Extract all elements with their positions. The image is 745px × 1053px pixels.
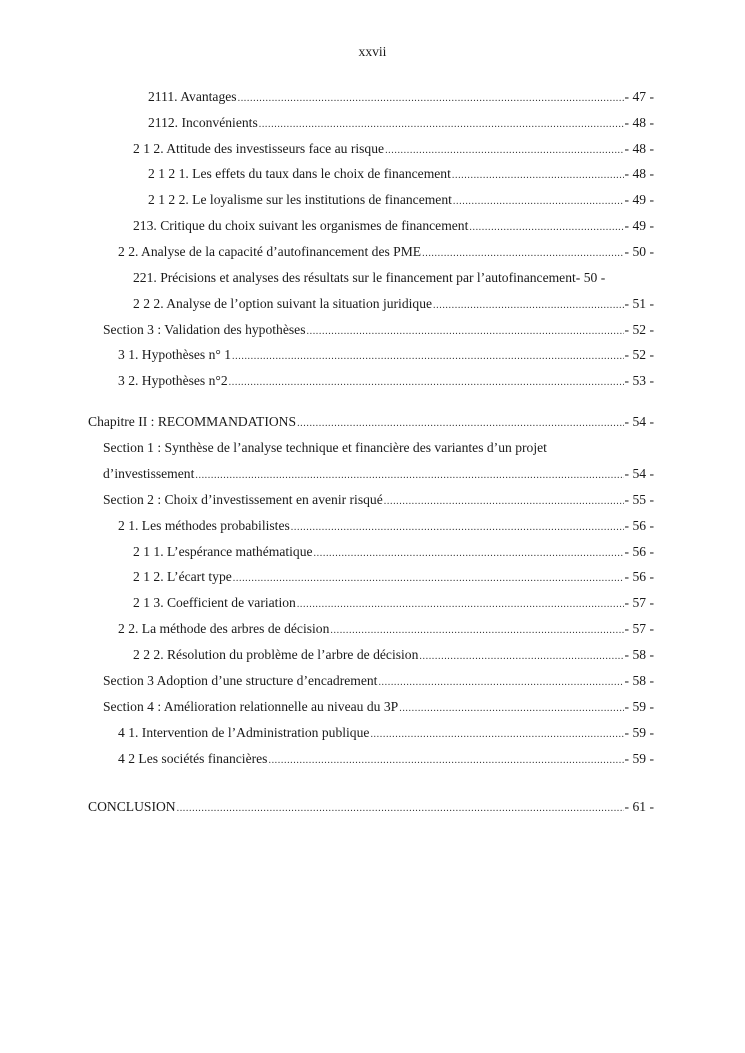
- toc-entry-page: - 54 -: [624, 414, 654, 429]
- toc-entry-page: - 50 -: [575, 270, 606, 285]
- toc-entry-label: 2 1 2 2. Le loyalisme sur les institutions de financement: [148, 192, 452, 207]
- toc-entry[interactable]: [118, 517, 654, 535]
- toc-entry-label: Section 2 : Choix d’investissement en avenir risqué: [103, 492, 383, 507]
- toc-entry-page: - 58 -: [624, 647, 654, 662]
- toc-entry-page: - 48 -: [624, 141, 654, 156]
- toc-entry[interactable]: [133, 217, 654, 235]
- toc-entry-label: 3 1. Hypothèses n° 1: [118, 347, 232, 362]
- toc-entry-page: - 47 -: [624, 89, 654, 104]
- toc-entry-page: - 54 -: [624, 466, 654, 481]
- dot-leader: [384, 493, 624, 511]
- toc-entry-page: - 56 -: [624, 518, 654, 533]
- toc-entry[interactable]: [118, 724, 654, 742]
- toc-entry[interactable]: [133, 543, 654, 561]
- toc-entry[interactable]: [133, 140, 654, 158]
- toc-entry-page: - 56 -: [624, 544, 654, 559]
- toc-entry-label: 2 1 3. Coefficient de variation: [133, 595, 296, 610]
- toc-entry[interactable]: [103, 321, 654, 339]
- toc-entry-page: - 51 -: [624, 296, 654, 311]
- toc-entry-page: - 59 -: [624, 751, 654, 766]
- dot-leader: [307, 323, 624, 341]
- toc-entry-page: - 55 -: [624, 492, 654, 507]
- toc-entry[interactable]: [148, 114, 654, 132]
- toc-entry-page: - 59 -: [624, 725, 654, 740]
- toc-entry[interactable]: [133, 594, 654, 612]
- toc-entry-page: - 49 -: [624, 192, 654, 207]
- toc-entry-label: 2 1 2 1. Les effets du taux dans le choix de financement: [148, 166, 451, 181]
- dot-leader: [433, 297, 624, 315]
- dot-leader: [452, 167, 624, 185]
- dot-leader: [419, 648, 623, 666]
- dot-leader: [469, 219, 623, 237]
- toc-entry[interactable]: [118, 750, 654, 768]
- dot-leader: [195, 467, 623, 485]
- toc-entry-page: - 56 -: [624, 569, 654, 584]
- toc-entry-label: Section 3 : Validation des hypothèses: [103, 322, 306, 337]
- toc-entry-page: - 61 -: [624, 799, 654, 814]
- toc-entry-label: Section 4 : Amélioration relationnelle au niveau du 3P: [103, 699, 399, 714]
- toc-entry[interactable]: [118, 620, 654, 638]
- toc-entry-label: 2 2 2. Résolution du problème de l’arbre de décision: [133, 647, 419, 662]
- toc-entry[interactable]: [133, 568, 654, 586]
- toc-entry[interactable]: [133, 269, 654, 287]
- toc-entry-page: - 48 -: [624, 115, 654, 130]
- toc-entry-label: 2 2. Analyse de la capacité d’autofinancement des PME: [118, 244, 422, 259]
- toc-entry-label: 3 2. Hypothèses n°2: [118, 373, 228, 388]
- dot-leader: [422, 245, 623, 263]
- dot-leader: [259, 116, 624, 134]
- dot-leader: [297, 415, 623, 433]
- dot-leader: [314, 545, 624, 563]
- toc-entry-label: 2112. Inconvénients: [148, 115, 258, 130]
- toc-entry-page: - 58 -: [624, 673, 654, 688]
- toc-entry-page: - 49 -: [624, 218, 654, 233]
- toc-entry[interactable]: [148, 165, 654, 183]
- toc-entry-label: 2 2 2. Analyse de l’option suivant la situation juridique: [133, 296, 433, 311]
- toc-entry[interactable]: [133, 646, 654, 664]
- page-number: xxvii: [358, 44, 387, 59]
- toc-entry-label: 2 1 1. L’espérance mathématique: [133, 544, 313, 559]
- toc-entry-label: d’investissement: [103, 466, 195, 481]
- toc-entry-chapter[interactable]: [88, 413, 654, 431]
- toc-entry-page: - 50 -: [624, 244, 654, 259]
- toc-entry-label: 4 2 Les sociétés financières: [118, 751, 268, 766]
- dot-leader: [229, 374, 624, 392]
- dot-leader: [238, 90, 624, 108]
- toc-entry-chapter[interactable]: [88, 798, 654, 816]
- dot-leader: [330, 622, 623, 640]
- dot-leader: [370, 726, 623, 744]
- toc-entry-page: - 52 -: [624, 347, 654, 362]
- dot-leader: [399, 700, 623, 718]
- toc-entry[interactable]: [148, 88, 654, 106]
- toc-entry-page: - 48 -: [624, 166, 654, 181]
- toc-entry-label: 2 2. La méthode des arbres de décision: [118, 621, 330, 636]
- toc-entry[interactable]: [118, 346, 654, 364]
- dot-leader: [291, 519, 624, 537]
- toc-entry[interactable]: [118, 243, 654, 261]
- toc-entry[interactable]: [103, 491, 654, 509]
- toc-entry[interactable]: [103, 672, 654, 690]
- toc-entry-label: 2 1 2. Attitude des investisseurs face au risque: [133, 141, 385, 156]
- toc-entry-label: 4 1. Intervention de l’Administration publique: [118, 725, 370, 740]
- dot-leader: [453, 193, 624, 211]
- toc-entry-page: - 59 -: [624, 699, 654, 714]
- dot-leader: [232, 348, 624, 366]
- toc-entry-wrapped-heading[interactable]: Section 1 : Synthèse de l’analyse technique et financière des variantes d’un projet: [103, 440, 547, 455]
- dot-leader: [378, 674, 623, 692]
- toc-entry-page: - 52 -: [624, 322, 654, 337]
- dot-leader: [297, 596, 624, 614]
- toc-entry-page: - 53 -: [624, 373, 654, 388]
- toc-entry-label: Section 3 Adoption d’une structure d’encadrement: [103, 673, 378, 688]
- toc-entry[interactable]: [103, 465, 654, 483]
- toc-entry[interactable]: [118, 372, 654, 390]
- toc-entry-label: 213. Critique du choix suivant les organismes de financement: [133, 218, 469, 233]
- toc-entry-page: - 57 -: [624, 595, 654, 610]
- toc-entry-label: CONCLUSION: [88, 799, 176, 814]
- dot-leader: [233, 570, 624, 588]
- toc-entry[interactable]: [103, 698, 654, 716]
- toc-entry-label: 2 1 2. L’écart type: [133, 569, 232, 584]
- toc-entry-label: 2 1. Les méthodes probabilistes: [118, 518, 290, 533]
- dot-leader: [385, 142, 623, 160]
- dot-leader: [177, 800, 624, 818]
- dot-leader: [268, 752, 623, 770]
- toc-entry-page: - 57 -: [624, 621, 654, 636]
- toc-entry-label: 221. Précisions et analyses des résultats sur le financement par l’autofinancement: [133, 270, 576, 285]
- toc-entry-label: 2111. Avantages: [148, 89, 237, 104]
- toc-entry[interactable]: [133, 295, 654, 313]
- toc-entry[interactable]: [148, 191, 654, 209]
- toc-entry-label: Chapitre II : RECOMMANDATIONS: [88, 414, 297, 429]
